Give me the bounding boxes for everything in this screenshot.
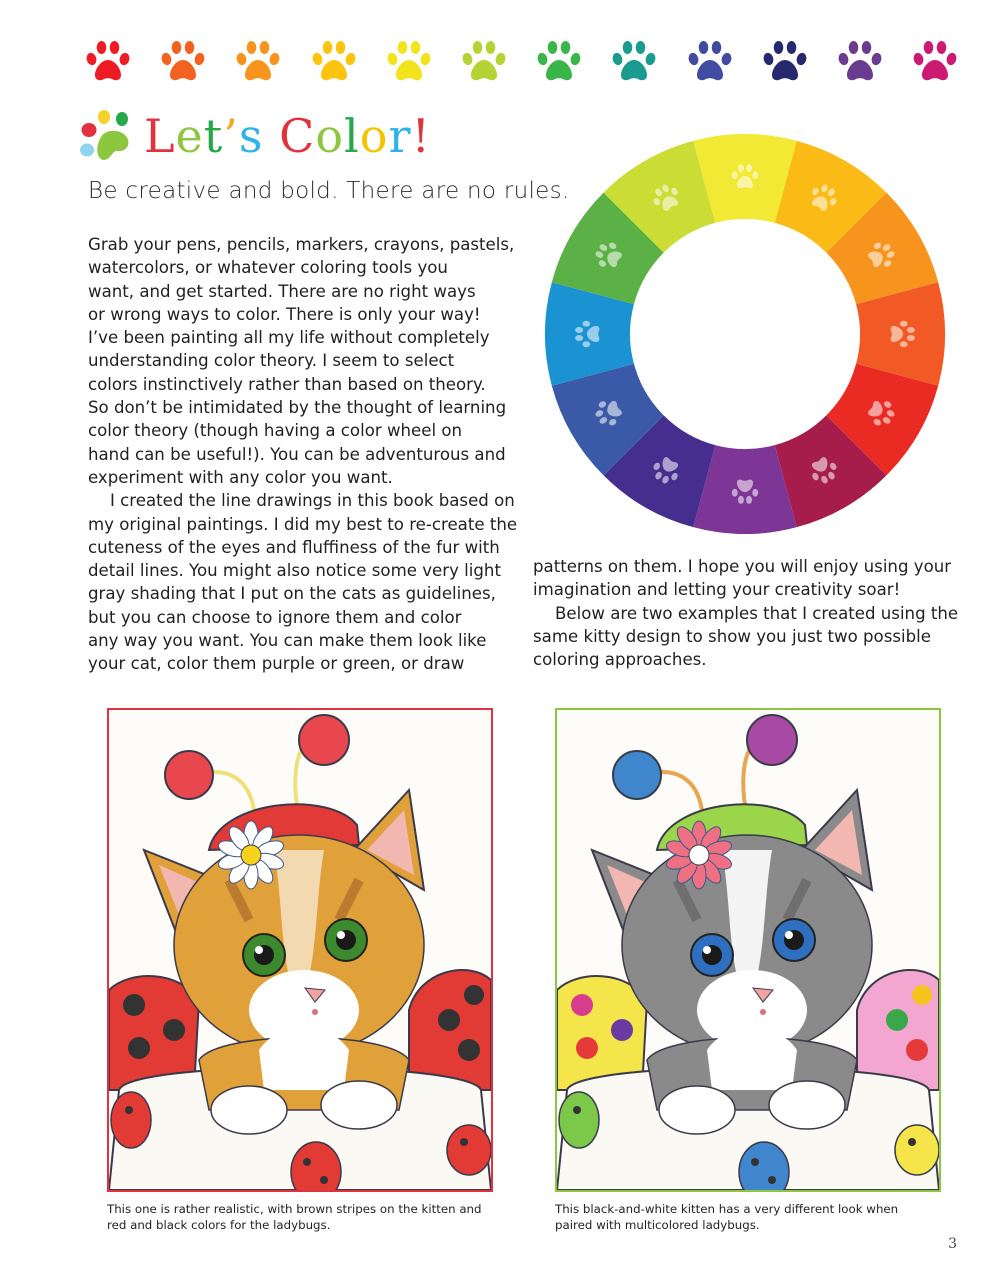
caption-line: This black-and-white kitten has a very different look when [555,1202,899,1216]
paw-icon [687,40,733,82]
body-line: hand can be useful!). You can be adventurous and [88,444,506,464]
paw-icon [85,40,131,82]
body-line: imagination and letting your creativity soar! [533,580,901,600]
body-line: coloring approaches. [533,650,707,670]
body-line: detail lines. You might also notice some very light [88,561,501,581]
pompom-right [299,715,349,765]
subtitle: Be creative and bold. There are no rules. [88,178,570,204]
pompom-left [613,751,661,799]
title-letter: ’ [223,109,239,163]
caption-multicolor [555,1201,945,1233]
paw-icon [160,40,206,82]
body-line: So don’t be intimidated by the thought of learning [88,398,507,418]
paw-icon [762,40,808,82]
title-letter: o [359,109,389,163]
paw-icon [311,40,357,82]
page-title [144,108,431,164]
body-line: gray shading that I put on the cats as guidelines, [88,584,496,604]
title-letter: s [238,109,264,163]
pompom-left [165,751,213,799]
body-line: experiment with any color you want. [88,467,393,487]
body-line: colors instinctively rather than based on theory. [88,374,486,394]
body-line: cuteness of the eyes and fluffiness of the fur with [88,537,500,557]
paw-icon [386,40,432,82]
ladybug-icon [559,1092,599,1148]
ladybug-icon [447,1125,491,1175]
title-letter: r [388,109,412,163]
title-letter: e [175,109,204,163]
title-letter: l [344,109,360,163]
paw-icon [235,40,281,82]
title-letter: t [203,109,224,163]
page-number: 3 [948,1236,957,1252]
body-line: Grab your pens, pencils, markers, crayons, pastels, [88,235,515,254]
caption-line: red and black colors for the ladybugs. [107,1218,331,1232]
body-line: but you can choose to ignore them and color [88,607,462,627]
paw-strip [85,40,965,84]
ladybug-icon [895,1125,939,1175]
body-line: same kitty design to show you just two possible [533,626,931,646]
paw-icon [536,40,582,82]
body-line: or wrong ways to color. There is only your way! [88,304,481,324]
paw-icon [837,40,883,82]
body-line: your cat, color them purple or green, or draw [88,654,465,674]
caption-line: paired with multicolored ladybugs. [555,1218,760,1232]
body-line: watercolors, or whatever coloring tools you [88,258,448,278]
title-letter: C [279,109,316,163]
example-image-multicolor [555,708,941,1192]
body-line: patterns on them. I hope you will enjoy using your [533,557,952,576]
title-letter: ! [411,109,431,163]
title-letter: o [315,109,345,163]
paw-icon [611,40,657,82]
color-wheel [540,134,950,534]
paw-icon [912,40,958,82]
body-line: any way you want. You can make them look like [88,631,487,651]
body-line: color theory (though having a color wheel on [88,421,463,441]
body-line: Below are two examples that I created using the [555,603,959,623]
pompom-right [747,715,797,765]
body-line: understanding color theory. I seem to select [88,351,455,371]
body-line: my original paintings. I did my best to re-create the [88,514,518,534]
example-image-realistic [107,708,493,1192]
body-line: want, and get started. There are no right ways [88,281,476,301]
caption-line: This one is rather realistic, with brown stripes on the kitten and [107,1202,482,1216]
ladybug-icon [111,1092,151,1148]
paw-icon [78,108,134,164]
body-line: I’ve been painting all my life without completely [88,328,490,348]
title-letter [264,109,280,163]
body-line: I created the line drawings in this book based on [110,491,515,511]
caption-realistic [107,1201,497,1233]
title-letter: L [144,109,176,163]
body-text-right [533,555,963,671]
paw-icon [461,40,507,82]
body-text-left [88,233,518,676]
